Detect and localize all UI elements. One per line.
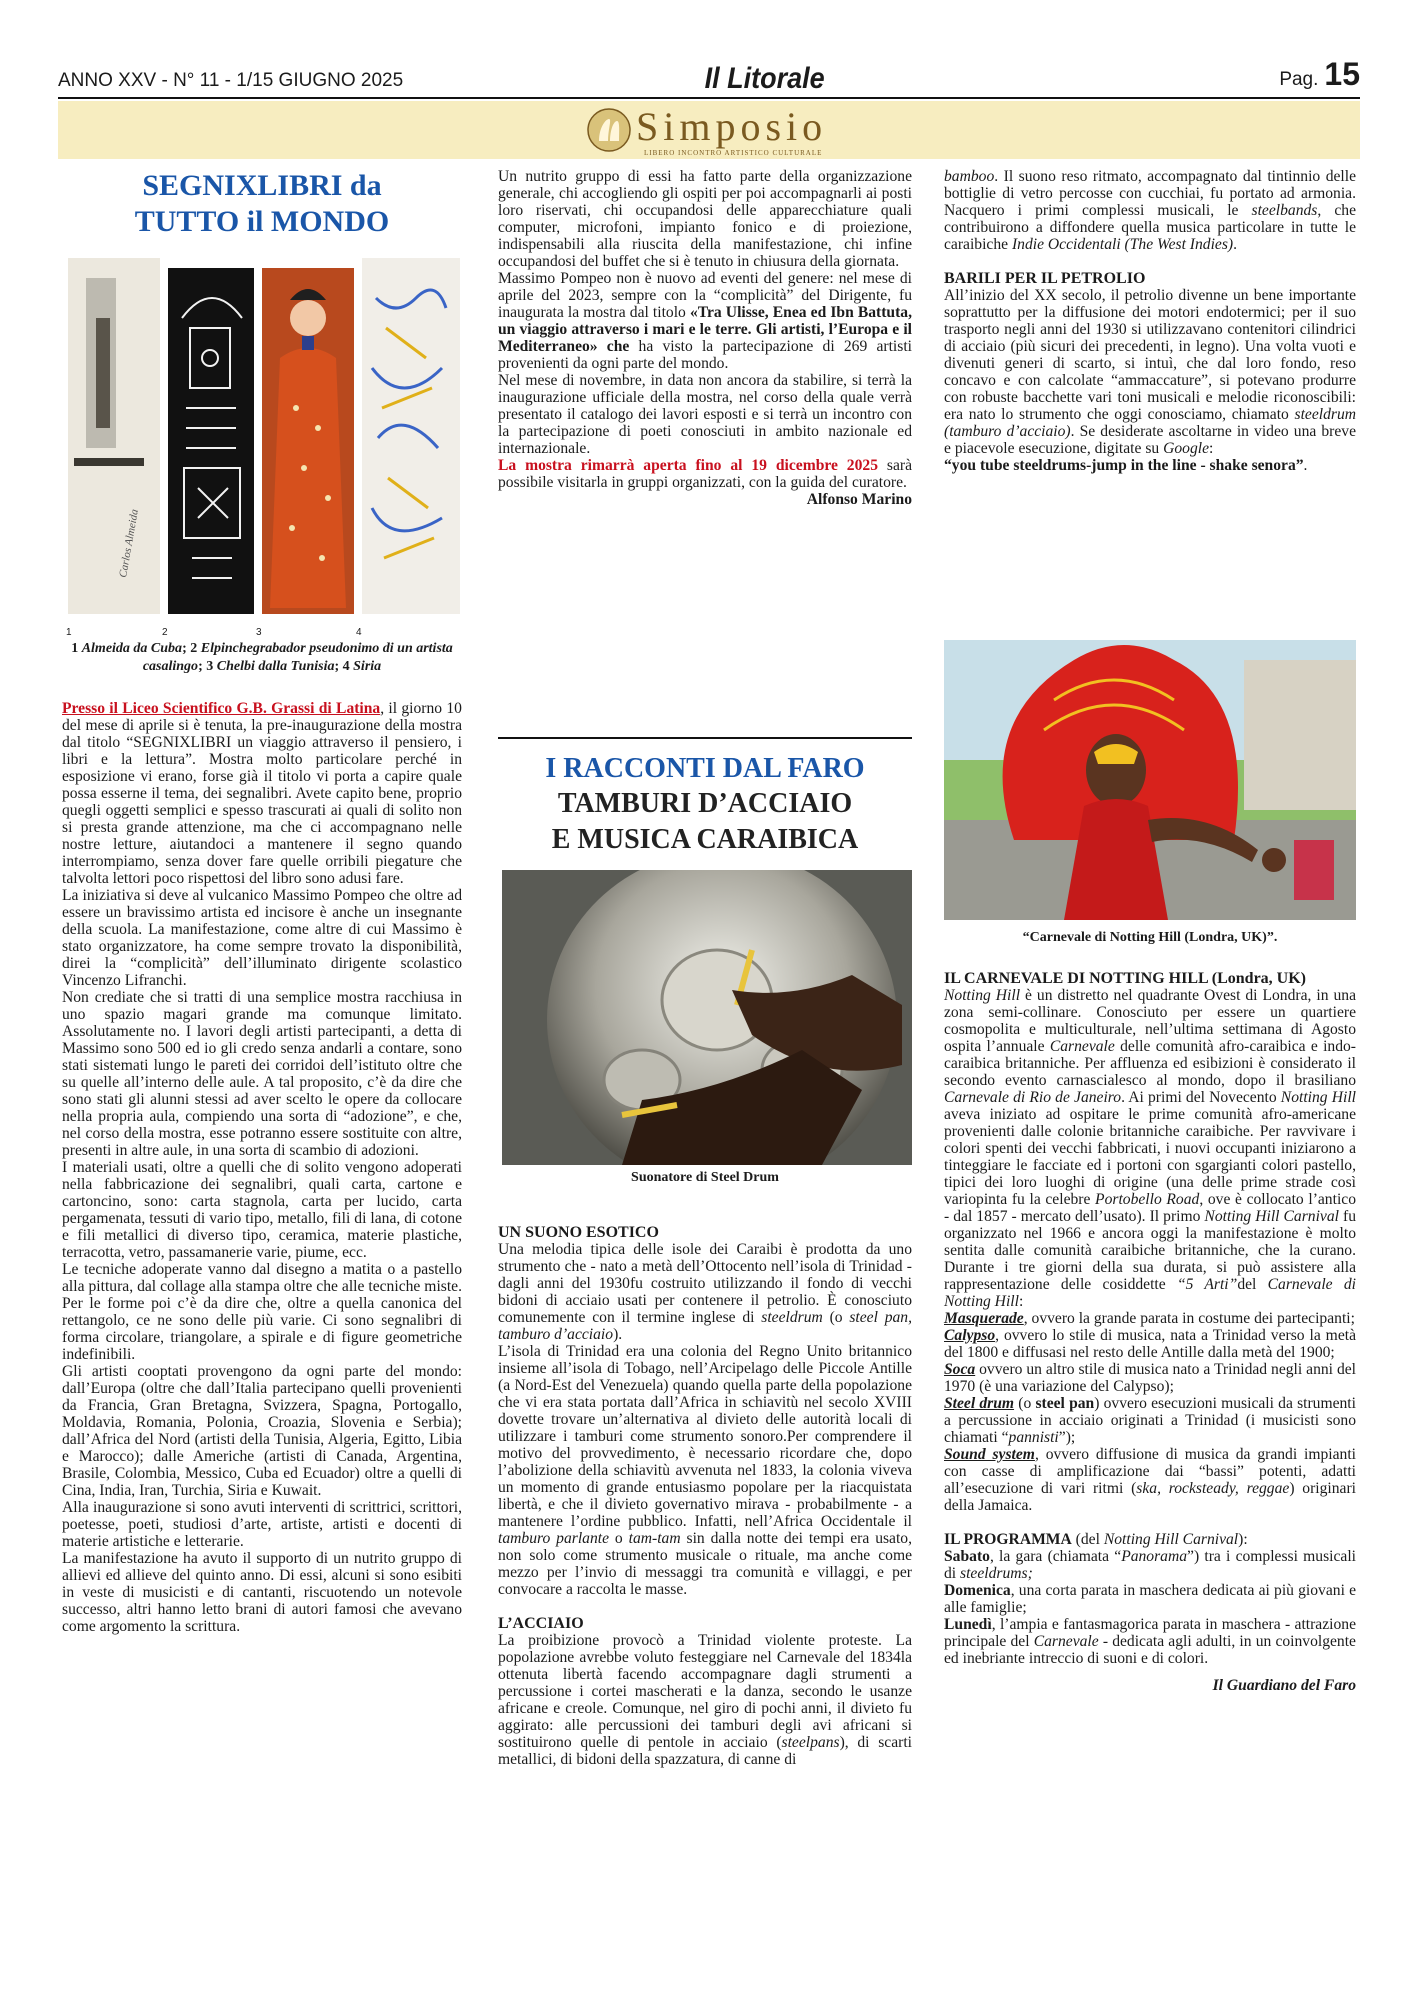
s2a: L’isola di Trinidad era una colonia del Regno Unito britannico insieme all’isola di Tobago, nell’Arcipelago delle Piccole Antille (a Nord-Est del Venezuela) quando quella parte della popolazione che vi era stata portata dall’Africa in schiavitù nel secolo XVIII dovette trovare un’alternativa al divieto delle autorità locali di utilizzare i tamburi come strumento sonoro.Per comprendere il motivo del provvedimento, è necessario ricordare che, dopo l’abolizione della schiavitù avvenuta nel 1833, la colonia viveva un momento di grande entusiasmo popolare per la riacquistata libertà, e che il divieto governativo mirava - probabilmente - a mantenere l’ordine pubblico. Infatti, nell’Africa Occidentale il xyxy=(498,1343,912,1530)
article2-b1 xyxy=(944,287,1356,457)
article1-p12b: sarà possibile visitarla in gruppi organizzati, con la guida del curatore. xyxy=(498,457,912,491)
c1l: fu organizzato nel 1966 e ancora oggi la manifestazione è molto sentita dalle comunità caraibiche britanniche, che la curano. Durante i tre giorni della sua durata, si può assistere alla rappresentazione delle cosiddette xyxy=(944,1208,1357,1293)
a1f: steelbands xyxy=(1251,202,1318,219)
article2-headline-line2: E MUSICA CARAIBICA xyxy=(551,824,859,855)
day-lunedi: Lunedì xyxy=(944,1616,992,1633)
s1a: Una melodia tipica delle isole dei Caraibi è prodotta da uno strumento che - nato a metà dell’Ottocento nell’isola di Trinidad - dagli anni del 1930fu costruito utilizzando il fondo di vecchi bidoni di acciaio usati per contenere il petrolio. È conosciuto comunemente con il termine inglese di xyxy=(498,1241,912,1326)
article2-headline-line1: TAMBURI D’ACCIAIO xyxy=(557,788,853,819)
masthead-rule xyxy=(58,97,1360,99)
caption-num2: ; 2 xyxy=(182,641,201,656)
page-number xyxy=(1279,56,1360,93)
b1a: All’inizio del XX secolo, il petrolio divenne un bene importante soprattutto per la diffusione dei motori endotermici; per il suo trasporto negli anni del 1930 si utilizzavano contenitori cilindrici di acciaio (più sicuri dei precedenti, in legno). Una volta vuoti e divenuti generi di scarto, si intuì, che dal loro fondo, reso concavo e con calcolate “ammaccature”, si potevano produrre con robuste bacchette vari toni musicali e melodie riconoscibili: era nato lo strumento che oggi conosciamo, chiamato xyxy=(944,287,1356,423)
arte-name-steel-drum: Steel drum xyxy=(944,1395,1015,1412)
c1h: aveva iniziato ad ospitare le prime comunità afro-americane provenienti dalle colonie britanniche caraibiche. Per ravvivare i colori spenti dei vecchi fabbricati, i nuovi occupanti iniziarono a tinteggiare le facciate ed i portoni con sgargianti colori pastello, tipici dei loro luoghi di origine (una delle prime strade così variopinta fu la celebre xyxy=(944,1106,1356,1208)
arte-masquerade xyxy=(944,1310,1356,1327)
article1-p10a: Massimo Pompeo non è nuovo ad eventi del genere: nel mese di aprile del 2023, sempre con la “complicità” del Dirigente, fu inaugurata la mostra dal titolo xyxy=(498,270,912,321)
programma-sabato xyxy=(944,1548,1356,1582)
article2-column3-bottom xyxy=(944,970,1356,1694)
steel-mid: (o xyxy=(1014,1395,1036,1412)
sound-end: ) originari della Jamaica. xyxy=(944,1480,1357,1514)
sab-text1: , la gara (chiamata “ xyxy=(989,1548,1122,1565)
s1d: steel pan, tamburo d’acciaio xyxy=(498,1309,912,1343)
caption-num3: ; 3 xyxy=(198,659,217,674)
sab-it: Panorama xyxy=(1121,1548,1188,1565)
page-label: Pag. xyxy=(1279,69,1319,90)
c1j: , ove è collocato l’antico - dal 1857 - mercato dell’usato). Il primo xyxy=(944,1191,1356,1225)
c1p: : xyxy=(1018,1293,1024,1310)
simposio-tagline: LIBERO INCONTRO ARTISTICO CULTURALE xyxy=(644,149,823,157)
bookmarks-illustration xyxy=(66,258,462,622)
s2e: sin dalla notte dei tempi era usato, non solo come strumento musicale o rituale, ma anche come mezzo per l’invio di messaggi tra comunità e villaggi, e per convocare a raccolta le masse. xyxy=(498,1530,913,1598)
arte-name-sound-system: Sound system xyxy=(944,1446,1035,1463)
c1b: è un distretto nel quadrante Ovest di Londra, in una zona semi-collinare. Conosciuto per essere un quartiere cosmopolita e multiculturale, nell’ultima settimana di Agosto ospita l’annuale xyxy=(944,987,1356,1055)
arte-name-calypso: Calypso xyxy=(944,1327,996,1344)
arte-text-calypso: , ovvero lo stile di musica, nata a Trinidad verso la metà del 1800 e diffusasi nel resto delle Antille dalla metà del 1900; xyxy=(944,1327,1356,1361)
sab-text2: ”) tra i complessi musicali di xyxy=(944,1548,1356,1582)
a1e: . Il suono reso ritmato, accompagnato dal tintinnio delle bottiglie di vetro percosse con cucchiai, fu portato ad armonia. Nacquero i primi complessi musicali, le xyxy=(944,168,1356,219)
c1n: del xyxy=(1237,1276,1268,1293)
lun-it: Carnevale xyxy=(1033,1633,1099,1650)
c1f: . Ai primi del Novecento xyxy=(1121,1089,1281,1106)
article2-a1 xyxy=(498,1632,912,1768)
article2-signature: Il Guardiano del Faro xyxy=(1212,1677,1356,1694)
arte-text-soca: ovvero un altro stile di musica nato a Trinidad negli anni del 1970 (è una variazione del Calypso); xyxy=(944,1361,1356,1395)
masthead xyxy=(58,56,1360,96)
b1b: steeldrum (tamburo d’acciaio) xyxy=(944,406,1356,440)
b1d: Google xyxy=(1163,440,1209,457)
day-domenica: Domenica xyxy=(944,1582,1011,1599)
article1-closing-date: La mostra rimarrà aperta fino al 19 dicembre 2025 xyxy=(498,457,878,474)
steel-drum-photo xyxy=(502,870,912,1165)
b1c: . Se desiderate ascoltarne in video una breve e piacevole esecuzione, digitate su xyxy=(944,423,1356,457)
article1-paragraph xyxy=(62,700,462,887)
heading-programma: IL PROGRAMMA xyxy=(944,1531,1072,1548)
c1o: Carnevale di Notting Hill xyxy=(944,1276,1356,1310)
prog-open: (del xyxy=(1071,1531,1104,1548)
article2-a1-continued xyxy=(944,168,1356,253)
bookmarks-artwork xyxy=(66,258,462,638)
s1c: (o xyxy=(822,1309,850,1326)
c1i: Portobello Road xyxy=(1095,1191,1200,1208)
article1-p6: Gli artisti cooptati provengono da ogni parte del mondo: dall’Europa (oltre che dall’Italia partecipano quelli provenienti da Francia, Gran Bretagna, Svizzera, Spagna, Portogallo, Moldavia, Romania, Polonia, Croazia, Slovenia e Serbia); dall’Africa del Nord (artisti della Tunisia, Algeria, Egitto, Libia e Marocco); dalle Americhe (artisti di Canada, Argentina, Brasile, Colombia, Messico, Cuba ed Ecuador) oltre a quelli di Cina, India, Iran, Turchia, Siria e Kuwait. xyxy=(62,1363,462,1499)
c1d: delle comunità afro-caraibica e indo-caraibica britanniche. Per affluenza ed esibizioni è considerato il secondo evento carnascialesco al mondo, dopo il brasiliano xyxy=(944,1038,1356,1089)
prog-it: Notting Hill Carnival xyxy=(1103,1531,1239,1548)
article2-b2 xyxy=(944,457,1356,474)
dom-text: , una corta parata in maschera dedicata ai più giovani e alle famiglie; xyxy=(944,1582,1356,1616)
art-label-2: 2 xyxy=(162,627,168,638)
caption-artist1: Almeida da Cuba xyxy=(81,641,183,656)
s2b: tamburo parlante xyxy=(498,1530,610,1547)
b2end: . xyxy=(1303,457,1308,474)
article1-p8: La manifestazione ha avuto il supporto di un nutrito gruppo di allievi ed allieve del quinto anno. Di essi, alcuni si sono esibiti in veste di musicisti e di cantanti, riscuotendo un notevole successo, altri hanno letto brani di autori famosi che avevano come argomento la scrittura. xyxy=(62,1550,462,1635)
carnival-caption: “Carnevale di Notting Hill (Londra, UK)”. xyxy=(1022,930,1278,945)
article1-p10 xyxy=(498,270,912,372)
article1-p2: La iniziativa si deve al vulcanico Massimo Pompeo che oltre ad essere un bravissimo artista ed incisore è anche un insegnante della scuola. La manifestazione, come altre di cui Massimo è stato organizzatore, ha come sempre trovato la disponibilità, direi la “complicità” dell’illuminato dirigente scolastico Vincenzo Lifranchi. xyxy=(62,887,462,989)
simposio-emblem-icon xyxy=(586,107,632,153)
b1e: : xyxy=(1209,440,1214,457)
youtube-search-hint: “you tube steeldrums-jump in the line - shake senora” xyxy=(944,457,1304,474)
article1-p11: Nel mese di novembre, in data non ancora da stabilire, si terrà la inaugurazione ufficiale della mostra, nel corso della quale verrà presentato il catalogo dei lavori esposti e si terrà un incontro con la partecipazione di poeti conosciuti in ambito nazionale ed internazionale. xyxy=(498,372,912,457)
arte-calypso xyxy=(944,1327,1356,1361)
steel-pan: steel pan xyxy=(1035,1395,1095,1412)
a1b: steelpans xyxy=(781,1734,840,1751)
article1-lead: Presso il Liceo Scientifico G.B. Grassi di Latina xyxy=(62,700,381,717)
svg-text:Carlos Almeida: Carlos Almeida xyxy=(117,508,141,579)
article1-p7: Alla inaugurazione si sono avuti interventi di scrittrici, scrittori, poetesse, poeti, studiosi d’arte, artiste, artisti e docenti di materie artistiche e letterarie. xyxy=(62,1499,462,1550)
arte-name-soca: Soca xyxy=(944,1361,976,1378)
a1i: . xyxy=(1233,236,1238,253)
c1m: “5 Arti” xyxy=(1176,1276,1238,1293)
article2-column2 xyxy=(498,1224,912,1768)
c1c: Carnevale xyxy=(1049,1038,1115,1055)
a1g: , che contribuirono a diffondere quella musica particolare in tutte le caraibiche xyxy=(944,202,1356,253)
artwork-caption xyxy=(62,640,462,676)
c1a: Notting Hill xyxy=(944,987,1021,1004)
arte-name-masquerade: Masquerade xyxy=(944,1310,1024,1327)
article2-c1 xyxy=(944,987,1356,1310)
a1c: ), di scarti metallici, di bidoni della spazzatura, di canne di xyxy=(498,1734,912,1768)
article1-column2 xyxy=(498,168,912,508)
s1e: ). xyxy=(613,1326,623,1343)
steel-drum-caption: Suonatore di Steel Drum xyxy=(631,1170,779,1185)
simposio-logo xyxy=(586,105,886,157)
article1-exhibition-title: «Tra Ulisse, Enea ed Ibn Battuta, un viaggio attraverso i mari e le terre. Gli artisti, l’Europa e il Mediterraneo» che xyxy=(498,304,912,355)
programma-domenica xyxy=(944,1582,1356,1616)
article1-p4: I materiali usati, oltre a quelli che di solito vengono adoperati nella fabbricazione dei segnalibri, quali carta, cartone e cartoncino, sono: carta stagnola, carta per lucido, carta pergamenata, tessuti di vario tipo, metallo, fili di lana, di cotone e fili metallici di diverso tipo, ceramica, materie plastiche, terracotta, vetro, passamanerie varie, piume, ecc. xyxy=(62,1159,462,1261)
article1-headline-line1: SEGNIXLIBRI da xyxy=(142,169,382,202)
article1-p3: Non crediate che si tratti di una semplice mostra racchiusa in uno spazio magari grande ma comunque limitato. Assolutamente no. I lavori degli artisti partecipanti, a detta di Massimo sono 500 ed io gli credo senza andarli a contare, sono stati sistemati lungo le pareti dei corridoi dell’istituto oltre che su quelle all’interno delle aule. A tal proposito, c’è da dire che sono stati gli alunni stessi ad aver scelto le opere da collocare nella propria aula, compiendo una sorta di “adozione”, e che, nel corso della mostra, esse potranno essere sostituite con altre, presenti in altre aule, in una sorta di scambio di adozioni. xyxy=(62,989,462,1159)
s1b: steeldrum xyxy=(761,1309,823,1326)
programma xyxy=(944,1531,1356,1548)
article1-p5: Le tecniche adoperate vanno dal disegno a matita o a pastello alla pittura, dal collage alla stampa oltre che alle tecniche miste. Per le forme poi c’è da dire che, oltre a quella canonica del rettangolo, ce ne sono delle più varie. Ci sono segnalibri di forma circolare, triangolare, a spirale e di figure geometriche indefinibili. xyxy=(62,1261,462,1363)
art-label-1: 1 xyxy=(66,627,72,638)
article2-column3 xyxy=(944,168,1356,474)
article2-s2 xyxy=(498,1343,912,1598)
c1g: Notting Hill xyxy=(1280,1089,1356,1106)
article1-p10c: ha visto la partecipazione di 269 artisti provenienti da ogni parte del mondo. xyxy=(498,338,912,372)
article1-column1 xyxy=(62,700,462,1635)
art-label-3: 3 xyxy=(256,627,262,638)
a1d: bamboo xyxy=(944,168,995,185)
day-sabato: Sabato xyxy=(944,1548,990,1565)
article2-kicker: I RACCONTI DAL FARO xyxy=(545,753,865,784)
page-number-value: 15 xyxy=(1324,56,1360,92)
issue-line: ANNO XXV - N° 11 - 1/15 GIUGNO 2025 xyxy=(58,70,404,91)
steel-end: ”); xyxy=(1058,1429,1076,1446)
article1-p1: , il giorno 10 del mese di aprile si è tenuta, la pre-inaugurazione della mostra dal titolo “SEGNIXLIBRI un viaggio attraverso il pensiero, i libri e la lettura”. Mostra molto particolare perché in esposizione vi erano, forse già il titolo vi porta a capire quale possa esserne il tema, dei segnalibri. Avete capito bene, proprio quegli oggetti semplici e spesso trascurati ai quali di solito non si presta grande attenzione, ma che ci accompagnano nelle nostre letture, aiutandoci a mantenere il segno quando interrompiamo, senza dover fare quelle orribili piegature che talvolta lettori poco rispettosi del libro sono adusi fare. xyxy=(62,700,462,887)
sab-it2: steeldrums; xyxy=(960,1565,1033,1582)
arte-soca xyxy=(944,1361,1356,1395)
article2-s1 xyxy=(498,1241,912,1343)
simposio-wordmark: Simposio xyxy=(636,104,828,149)
article1-headline xyxy=(62,168,462,240)
simposio-banner xyxy=(58,101,1360,159)
article1-headline-line2: TUTTO il MONDO xyxy=(134,205,390,238)
caption-artist2: Elpinchegrabador pseudonimo di un artista casalingo xyxy=(142,641,453,674)
programma-lunedi xyxy=(944,1616,1356,1667)
steel-drum-illustration xyxy=(502,870,912,1165)
c1e: Carnevale di Rio de Janeiro xyxy=(944,1089,1122,1106)
lun-text1: , l’ampia e fantasmagorica parata in maschera - attrazione principale del xyxy=(944,1616,1356,1650)
arte-sound-system xyxy=(944,1446,1356,1514)
article1-p9: Un nutrito gruppo di essi ha fatto parte della organizzazione generale, chi accogliendo gli ospiti per poi accompagnarli ai posti loro riservati, chi occupandosi delle apparecchiature quali computer, microfoni, impianto fonico e di proiezione, indispensabili alla riuscita della manifestazione, chi infine occupandosi del buffet che si è tenuto in chiusura della giornata. xyxy=(498,168,912,270)
carnival-photo xyxy=(944,640,1356,920)
a1h: Indie Occidentali (The West Indies) xyxy=(1011,236,1234,253)
sound-genres: ska, rocksteady, reggae xyxy=(1136,1480,1290,1497)
arte-text-masquerade: , ovvero la grande parata in costume dei partecipanti; xyxy=(1023,1310,1355,1327)
caption-artist4: Siria xyxy=(353,659,382,674)
carnival-illustration xyxy=(944,640,1356,920)
art-label-4: 4 xyxy=(356,627,362,638)
article-separator xyxy=(498,737,912,739)
arte-steel-drum xyxy=(944,1395,1356,1446)
caption-num1: 1 xyxy=(71,641,82,656)
article2-headline xyxy=(498,786,912,858)
article1-p12 xyxy=(498,457,912,491)
article1-signature: Alfonso Marino xyxy=(806,491,912,508)
sound-text: , ovvero diffusione di musica da grandi impianti con casse di amplificazione dai “bassi” potenti, adatti all’esecuzione di vari ritmi ( xyxy=(944,1446,1357,1497)
heading-acciaio: L’ACCIAIO xyxy=(498,1615,584,1632)
caption-num4: ; 4 xyxy=(334,659,354,674)
steel-pannisti: pannisti xyxy=(1008,1429,1059,1446)
caption-artist3: Chelbi dalla Tunisia xyxy=(216,659,335,674)
s2d: tam-tam xyxy=(628,1530,681,1547)
s2c: o xyxy=(609,1530,629,1547)
newspaper-title: Il Litorale xyxy=(704,62,825,95)
c1k: Notting Hill Carnival xyxy=(1204,1208,1339,1225)
heading-carnevale: IL CARNEVALE DI NOTTING HILL (Londra, UK) xyxy=(944,970,1307,987)
steel-text: ) ovvero esecuzioni musicali da strumenti a percussione in acciaio originati a Trinidad (i musicisti sono chiamati “ xyxy=(944,1395,1356,1446)
prog-close: ): xyxy=(1238,1531,1248,1548)
a1a: La proibizione provocò a Trinidad violente proteste. La popolazione avrebbe voluto festeggiare nel Carnevale del 1834la ottenuta libertà facendo accompagnare dagli strumenti a percussione i cortei mascherati e la danza, secondo le usanze africane e creole. Comunque, nel giro di pochi anni, il divieto fu aggirato: alle percussioni dei tamburi degli avi africani si sostituirono quelle di pentole in acciaio ( xyxy=(498,1632,912,1751)
lun-text2: - dedicata agli adulti, in un coinvolgente ed inebriante intreccio di suoni e di colori. xyxy=(944,1633,1356,1667)
heading-suono-esotico: UN SUONO ESOTICO xyxy=(498,1224,659,1241)
heading-barili: BARILI PER IL PETROLIO xyxy=(944,270,1146,287)
